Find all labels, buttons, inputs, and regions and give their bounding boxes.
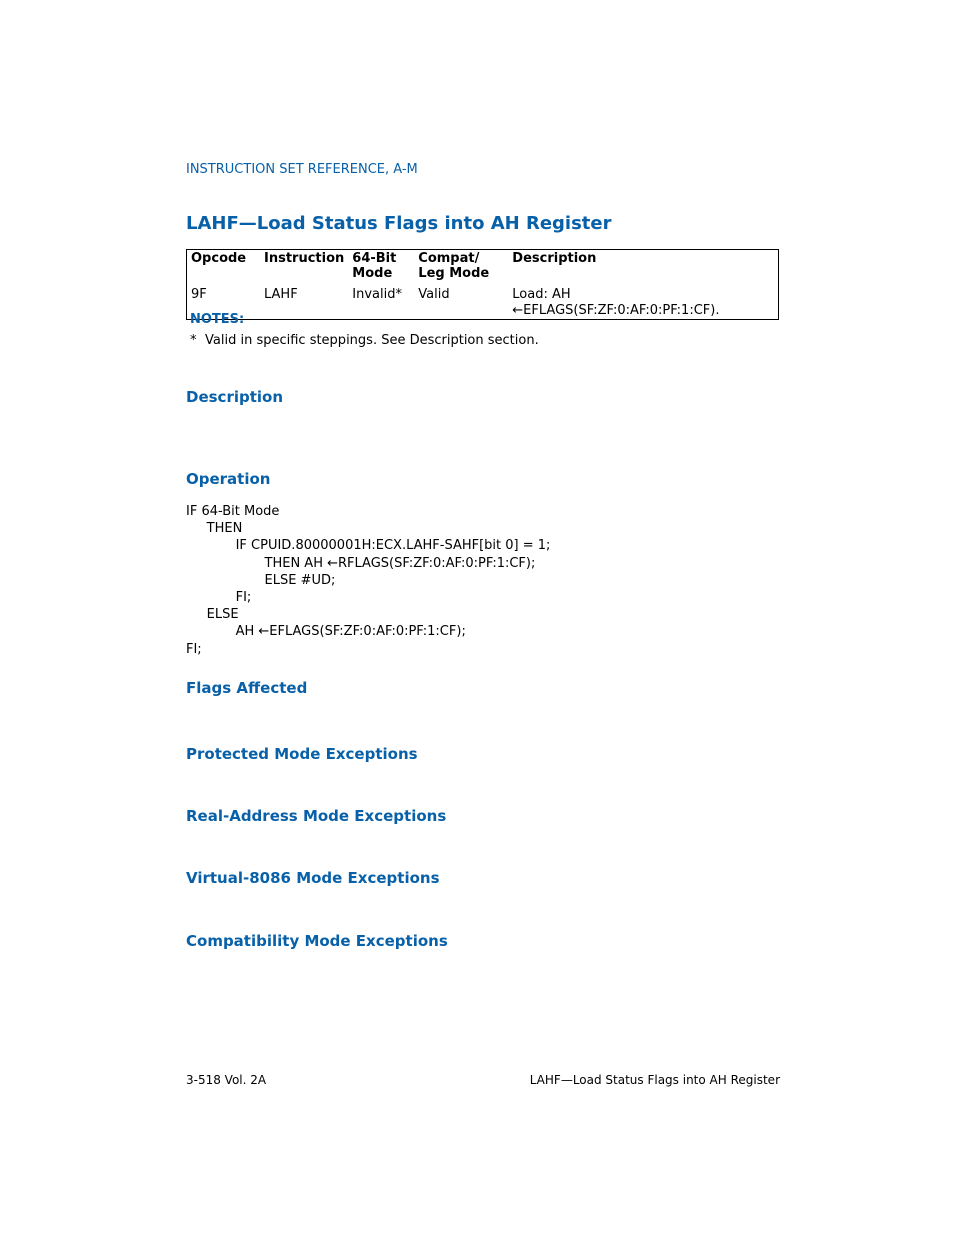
section-protected-mode-exceptions: Protected Mode Exceptions — [186, 745, 418, 763]
footer-page-number: 3-518 Vol. 2A — [186, 1073, 267, 1087]
running-head: INSTRUCTION SET REFERENCE, A-M — [186, 162, 418, 177]
code-line: IF CPUID.80000001H:ECX.LAHF-SAHF[bit 0] = 1; — [186, 538, 551, 554]
section-compatibility-mode-exceptions: Compatibility Mode Exceptions — [186, 932, 448, 950]
code-line: THEN AH ←RFLAGS(SF:ZF:0:AF:0:PF:1:CF); — [186, 555, 536, 571]
table-row — [187, 287, 779, 320]
code-line: FI; — [186, 589, 252, 605]
note-marker: * — [190, 333, 197, 348]
section-virtual-8086-mode-exceptions: Virtual-8086 Mode Exceptions — [186, 869, 440, 887]
footer-title: LAHF—Load Status Flags into AH Register — [529, 1073, 780, 1087]
header-opcode: Opcode — [191, 251, 247, 266]
code-line: AH ←EFLAGS(SF:ZF:0:AF:0:PF:1:CF); — [186, 624, 466, 640]
notes-label: NOTES: — [190, 312, 245, 327]
cell-64bit-mode: Invalid* — [352, 287, 402, 302]
operation-code — [186, 503, 550, 658]
header-compat-leg-mode: Compat/ Leg Mode — [418, 251, 490, 281]
section-operation: Operation — [186, 470, 271, 488]
page-title: LAHF—Load Status Flags into AH Register — [186, 213, 612, 234]
code-line: ELSE #UD; — [186, 572, 336, 588]
section-description: Description — [186, 388, 284, 406]
code-line: THEN — [186, 521, 243, 537]
note-text: Valid in specific steppings. See Description section. — [205, 333, 539, 348]
cell-description: Load: AH ←EFLAGS(SF:ZF:0:AF:0:PF:1:CF). — [512, 287, 720, 318]
section-real-address-mode-exceptions: Real-Address Mode Exceptions — [186, 807, 447, 825]
cell-opcode: 9F — [191, 287, 207, 302]
cell-compat-leg-mode: Valid — [418, 287, 450, 302]
opcode-table — [186, 249, 779, 320]
header-64bit-mode: 64-Bit Mode — [352, 251, 397, 281]
header-description: Description — [512, 251, 597, 266]
section-flags-affected: Flags Affected — [186, 679, 308, 697]
cell-instruction: LAHF — [264, 287, 298, 302]
code-line: FI; — [186, 641, 202, 657]
table-header-row — [187, 250, 779, 288]
code-line: ELSE — [186, 607, 239, 623]
note-item — [190, 333, 539, 348]
code-line: IF 64-Bit Mode — [186, 504, 280, 519]
header-instruction: Instruction — [264, 251, 345, 266]
